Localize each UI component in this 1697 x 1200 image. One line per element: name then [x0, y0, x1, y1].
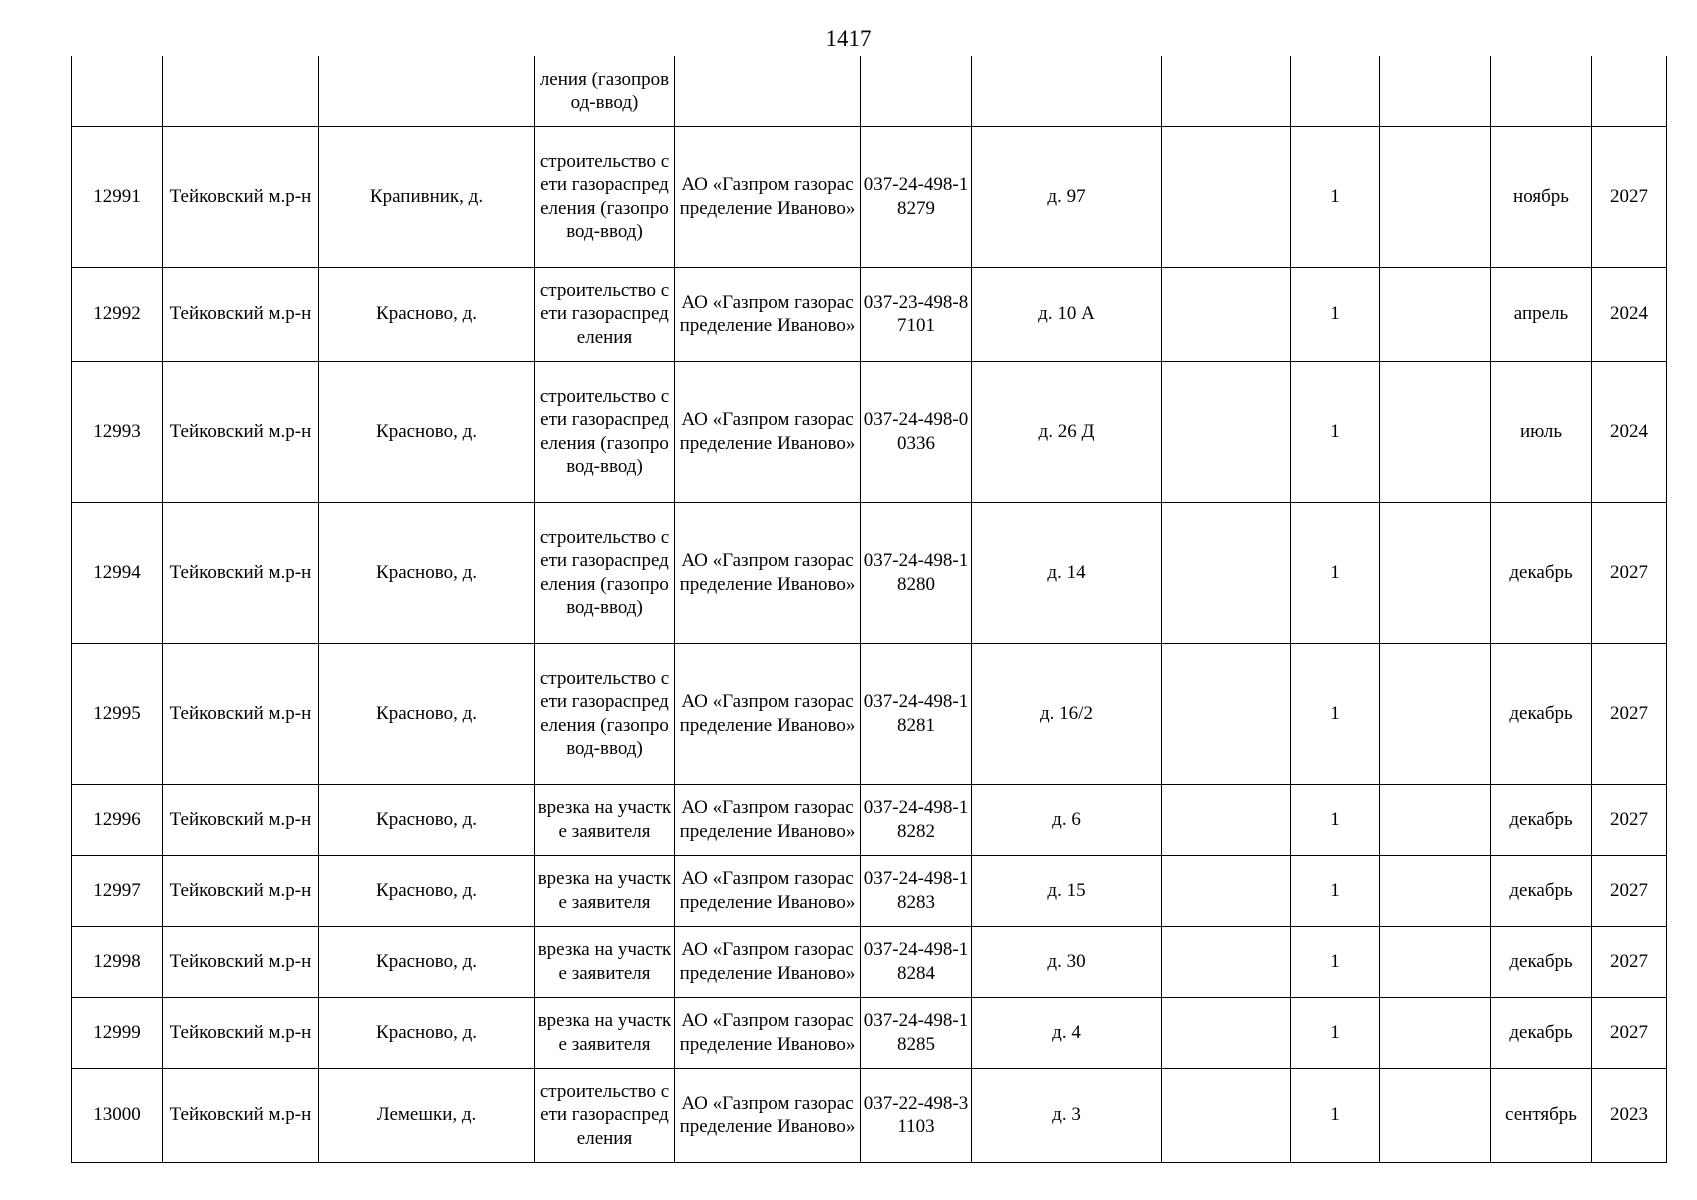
- cell-settlement: Красново, д.: [319, 267, 535, 361]
- cell-organization: АО «Газпром газораспределение Иваново»: [675, 1068, 861, 1162]
- cell-col8: [1162, 784, 1291, 855]
- table-row: [72, 997, 1667, 1068]
- cell-number: 12993: [72, 361, 163, 502]
- cell-code: 037-24-498-18285: [861, 997, 972, 1068]
- cell-district: Тейковский м.р-н: [163, 997, 319, 1068]
- cell-address: д. 30: [972, 926, 1162, 997]
- cell-organization: [675, 56, 861, 126]
- cell-number: 12995: [72, 643, 163, 784]
- cell-col8: [1162, 855, 1291, 926]
- cell-month: декабрь: [1491, 926, 1592, 997]
- cell-col10: [1380, 784, 1491, 855]
- cell-year: 2023: [1592, 1068, 1667, 1162]
- cell-organization: АО «Газпром газораспределение Иваново»: [675, 784, 861, 855]
- cell-col10: [1380, 267, 1491, 361]
- cell-settlement: [319, 56, 535, 126]
- cell-organization: АО «Газпром газораспределение Иваново»: [675, 361, 861, 502]
- cell-col10: [1380, 997, 1491, 1068]
- cell-month: [1491, 56, 1592, 126]
- cell-address: д. 97: [972, 126, 1162, 267]
- cell-settlement: Красново, д.: [319, 997, 535, 1068]
- page-number: 1417: [825, 26, 872, 51]
- cell-organization: АО «Газпром газораспределение Иваново»: [675, 267, 861, 361]
- cell-settlement: Красново, д.: [319, 361, 535, 502]
- cell-col10: [1380, 855, 1491, 926]
- cell-code: 037-24-498-18280: [861, 502, 972, 643]
- cell-work-type: строительство сети газораспределения: [535, 267, 675, 361]
- cell-code: 037-24-498-00336: [861, 361, 972, 502]
- cell-month: декабрь: [1491, 643, 1592, 784]
- cell-count: 1: [1291, 784, 1380, 855]
- cell-settlement: Красново, д.: [319, 643, 535, 784]
- cell-settlement: Красново, д.: [319, 926, 535, 997]
- cell-col10: [1380, 1068, 1491, 1162]
- cell-code: 037-24-498-18283: [861, 855, 972, 926]
- cell-number: 12994: [72, 502, 163, 643]
- table-row: [72, 784, 1667, 855]
- table-row: [72, 126, 1667, 267]
- registry-table: [71, 56, 1667, 1163]
- cell-settlement: Красново, д.: [319, 855, 535, 926]
- cell-work-type: строительство сети газораспределения: [535, 1068, 675, 1162]
- cell-district: Тейковский м.р-н: [163, 643, 319, 784]
- cell-count: 1: [1291, 997, 1380, 1068]
- cell-district: Тейковский м.р-н: [163, 784, 319, 855]
- cell-count: 1: [1291, 643, 1380, 784]
- cell-address: д. 14: [972, 502, 1162, 643]
- table-row: [72, 361, 1667, 502]
- cell-work-type: врезка на участке заявителя: [535, 926, 675, 997]
- cell-year: 2027: [1592, 126, 1667, 267]
- cell-count: 1: [1291, 126, 1380, 267]
- cell-col10: [1380, 126, 1491, 267]
- cell-year: 2027: [1592, 926, 1667, 997]
- table-row: [72, 267, 1667, 361]
- cell-month: декабрь: [1491, 997, 1592, 1068]
- cell-work-type: врезка на участке заявителя: [535, 855, 675, 926]
- cell-number: 12992: [72, 267, 163, 361]
- cell-work-type: врезка на участке заявителя: [535, 997, 675, 1068]
- cell-year: 2027: [1592, 784, 1667, 855]
- cell-year: 2027: [1592, 997, 1667, 1068]
- cell-number: [72, 56, 163, 126]
- cell-year: [1592, 56, 1667, 126]
- cell-col10: [1380, 56, 1491, 126]
- cell-count: 1: [1291, 1068, 1380, 1162]
- cell-address: д. 15: [972, 855, 1162, 926]
- cell-work-type: строительство сети газораспределения (газопровод-ввод): [535, 126, 675, 267]
- cell-address: д. 16/2: [972, 643, 1162, 784]
- cell-organization: АО «Газпром газораспределение Иваново»: [675, 926, 861, 997]
- cell-code: [861, 56, 972, 126]
- cell-year: 2027: [1592, 643, 1667, 784]
- cell-number: 12997: [72, 855, 163, 926]
- cell-col10: [1380, 926, 1491, 997]
- cell-month: декабрь: [1491, 784, 1592, 855]
- cell-code: 037-23-498-87101: [861, 267, 972, 361]
- cell-work-type: врезка на участке заявителя: [535, 784, 675, 855]
- cell-month: декабрь: [1491, 855, 1592, 926]
- cell-count: 1: [1291, 502, 1380, 643]
- cell-col8: [1162, 926, 1291, 997]
- cell-number: 13000: [72, 1068, 163, 1162]
- table-body: [72, 56, 1667, 1162]
- cell-col8: [1162, 502, 1291, 643]
- cell-count: 1: [1291, 855, 1380, 926]
- cell-col8: [1162, 267, 1291, 361]
- cell-col8: [1162, 1068, 1291, 1162]
- cell-organization: АО «Газпром газораспределение Иваново»: [675, 643, 861, 784]
- cell-district: Тейковский м.р-н: [163, 1068, 319, 1162]
- cell-district: Тейковский м.р-н: [163, 267, 319, 361]
- cell-district: Тейковский м.р-н: [163, 361, 319, 502]
- cell-work-type: ления (газопровод-ввод): [535, 56, 675, 126]
- cell-col10: [1380, 361, 1491, 502]
- cell-address: д. 4: [972, 997, 1162, 1068]
- cell-col10: [1380, 643, 1491, 784]
- cell-count: [1291, 56, 1380, 126]
- cell-organization: АО «Газпром газораспределение Иваново»: [675, 126, 861, 267]
- cell-district: Тейковский м.р-н: [163, 855, 319, 926]
- cell-code: 037-24-498-18281: [861, 643, 972, 784]
- cell-col8: [1162, 56, 1291, 126]
- cell-col10: [1380, 502, 1491, 643]
- cell-address: [972, 56, 1162, 126]
- continuation-row: [72, 56, 1667, 126]
- cell-count: 1: [1291, 361, 1380, 502]
- cell-district: Тейковский м.р-н: [163, 126, 319, 267]
- table-row: [72, 926, 1667, 997]
- cell-organization: АО «Газпром газораспределение Иваново»: [675, 997, 861, 1068]
- cell-number: 12991: [72, 126, 163, 267]
- table-row: [72, 643, 1667, 784]
- cell-settlement: Красново, д.: [319, 784, 535, 855]
- cell-address: д. 6: [972, 784, 1162, 855]
- cell-count: 1: [1291, 267, 1380, 361]
- cell-address: д. 3: [972, 1068, 1162, 1162]
- cell-number: 12998: [72, 926, 163, 997]
- cell-year: 2024: [1592, 267, 1667, 361]
- cell-col8: [1162, 643, 1291, 784]
- cell-settlement: Красново, д.: [319, 502, 535, 643]
- cell-district: Тейковский м.р-н: [163, 502, 319, 643]
- cell-district: Тейковский м.р-н: [163, 926, 319, 997]
- cell-organization: АО «Газпром газораспределение Иваново»: [675, 855, 861, 926]
- cell-work-type: строительство сети газораспределения (газопровод-ввод): [535, 361, 675, 502]
- cell-year: 2027: [1592, 502, 1667, 643]
- cell-code: 037-24-498-18282: [861, 784, 972, 855]
- table-row: [72, 855, 1667, 926]
- table-row: [72, 502, 1667, 643]
- cell-month: декабрь: [1491, 502, 1592, 643]
- cell-month: сентябрь: [1491, 1068, 1592, 1162]
- cell-work-type: строительство сети газораспределения (газопровод-ввод): [535, 643, 675, 784]
- cell-address: д. 26 Д: [972, 361, 1162, 502]
- cell-number: 12996: [72, 784, 163, 855]
- table-row: [72, 1068, 1667, 1162]
- cell-address: д. 10 А: [972, 267, 1162, 361]
- cell-code: 037-24-498-18284: [861, 926, 972, 997]
- cell-month: апрель: [1491, 267, 1592, 361]
- cell-year: 2027: [1592, 855, 1667, 926]
- cell-col8: [1162, 126, 1291, 267]
- cell-code: 037-24-498-18279: [861, 126, 972, 267]
- cell-col8: [1162, 997, 1291, 1068]
- cell-number: 12999: [72, 997, 163, 1068]
- cell-col8: [1162, 361, 1291, 502]
- cell-settlement: Крапивник, д.: [319, 126, 535, 267]
- cell-year: 2024: [1592, 361, 1667, 502]
- cell-work-type: строительство сети газораспределения (газопровод-ввод): [535, 502, 675, 643]
- cell-district: [163, 56, 319, 126]
- cell-month: июль: [1491, 361, 1592, 502]
- cell-settlement: Лемешки, д.: [319, 1068, 535, 1162]
- cell-month: ноябрь: [1491, 126, 1592, 267]
- cell-count: 1: [1291, 926, 1380, 997]
- cell-organization: АО «Газпром газораспределение Иваново»: [675, 502, 861, 643]
- cell-code: 037-22-498-31103: [861, 1068, 972, 1162]
